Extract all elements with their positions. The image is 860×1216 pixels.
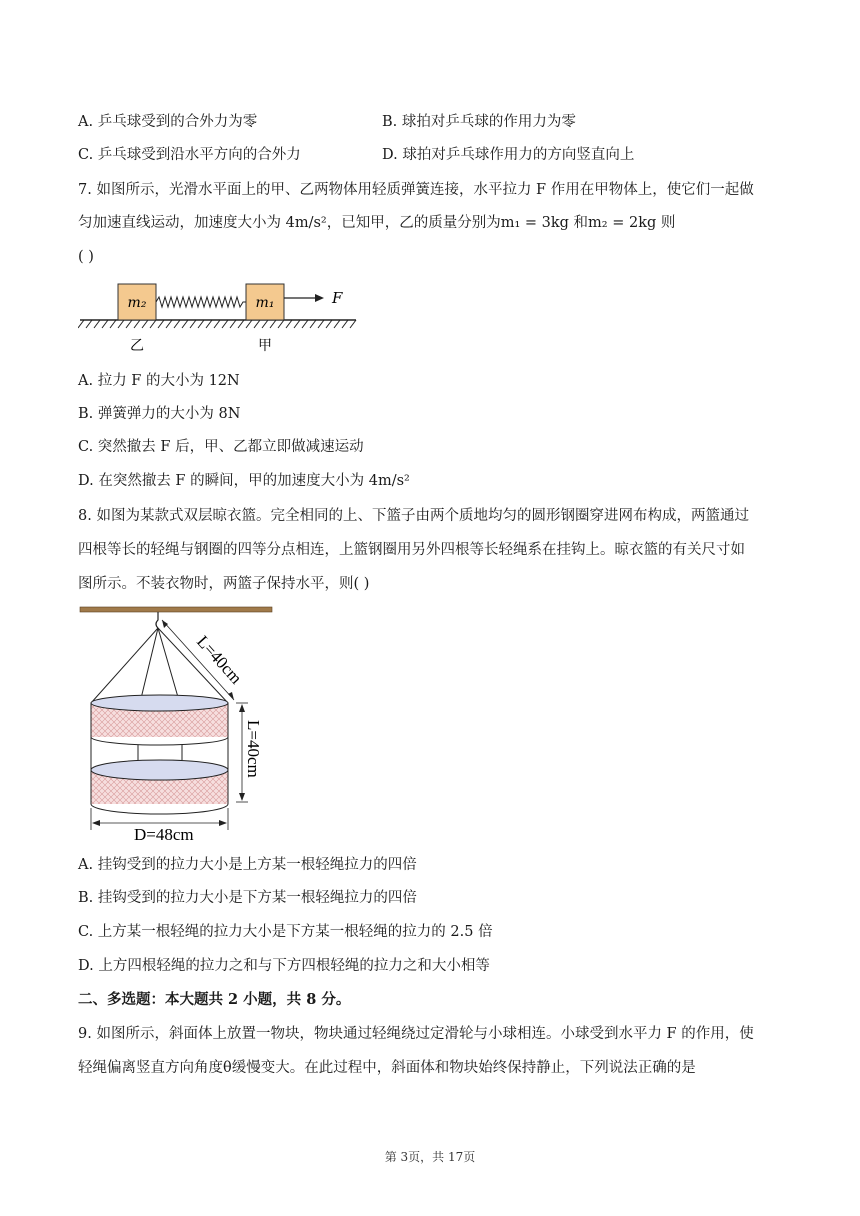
q7-option-d: D. 在突然撤去 F 的瞬间，甲的加速度大小为 4m/s² — [78, 473, 410, 489]
dim-upper-rope: L=40cm — [193, 631, 246, 688]
dim-side-rope: L=40cm — [244, 720, 263, 778]
q9-stem-line2: 轻绳偏离竖直方向角度θ缓慢变大。在此过程中，斜面体和物块始终保持静止，下列说法正确的是 — [78, 1060, 696, 1076]
q6-option-c: C. 乒乓球受到沿水平方向的合外力 — [78, 147, 301, 163]
hanging-bar — [80, 607, 272, 612]
label-yi: 乙 — [130, 338, 144, 354]
q8-option-a: A. 挂钩受到的拉力大小是上方某一根轻绳拉力的四倍 — [78, 857, 417, 873]
q7-figure — [78, 280, 368, 360]
label-force: F — [332, 289, 343, 307]
q7-stem-line2: 匀加速直线运动，加速度大小为 4m/s²，已知甲，乙的质量分别为m₁ = 3kg 和m₂ = 2kg 则 — [78, 215, 676, 231]
q6-option-a: A. 乒乓球受到的合外力为零 — [78, 114, 258, 130]
q7-stem-line1: 7. 如图所示，光滑水平面上的甲、乙两物体用轻质弹簧连接，水平拉力 F 作用在甲物体上，使它们一起做 — [78, 182, 754, 198]
q8-stem-line3: 图所示。不装衣物时，两篮子保持水平，则( ) — [78, 576, 370, 592]
q6-option-d: D. 球拍对乒乓球作用力的方向竖直向上 — [382, 147, 635, 163]
q9-stem-line1: 9. 如图所示，斜面体上放置一物块，物块通过轻绳绕过定滑轮与小球相连。小球受到水平力 F 的作用，使 — [78, 1026, 754, 1042]
section-heading: 二、多选题：本大题共 2 小题，共 8 分。 — [78, 991, 351, 1008]
q7-option-b: B. 弹簧弹力的大小为 8N — [78, 406, 241, 422]
q8-option-c: C. 上方某一根轻绳的拉力大小是下方某一根轻绳的拉力的 2.5 倍 — [78, 924, 493, 940]
q8-stem-line1: 8. 如图为某款式双层晾衣篮。完全相同的上、下篮子由两个质地均匀的圆形钢圈穿进网布构成，两篮通过 — [78, 508, 749, 524]
q8-option-d: D. 上方四根轻绳的拉力之和与下方四根轻绳的拉力之和大小相等 — [78, 958, 490, 974]
q7-option-a: A. 拉力 F 的大小为 12N — [78, 373, 240, 389]
q7-answer-blank: ( ) — [78, 249, 94, 265]
spring — [156, 297, 246, 307]
hook — [156, 612, 158, 628]
q6-option-b: B. 球拍对乒乓球的作用力为零 — [382, 114, 576, 130]
page-footer: 第 3页，共 17页 — [384, 1150, 476, 1164]
dim-diameter: D=48cm — [134, 825, 194, 844]
q8-option-b: B. 挂钩受到的拉力大小是下方某一根轻绳拉力的四倍 — [78, 890, 417, 906]
label-m2: m₂ — [127, 295, 147, 311]
q7-option-c: C. 突然撤去 F 后，甲、乙都立即做减速运动 — [78, 439, 364, 455]
q8-figure — [78, 602, 278, 844]
label-m1: m₁ — [255, 295, 275, 311]
label-jia: 甲 — [258, 338, 272, 354]
q8-stem-line2: 四根等长的轻绳与钢圈的四等分点相连，上篮钢圈用另外四根等长轻绳系在挂钩上。晾衣篮的有关尺寸如 — [78, 542, 745, 558]
